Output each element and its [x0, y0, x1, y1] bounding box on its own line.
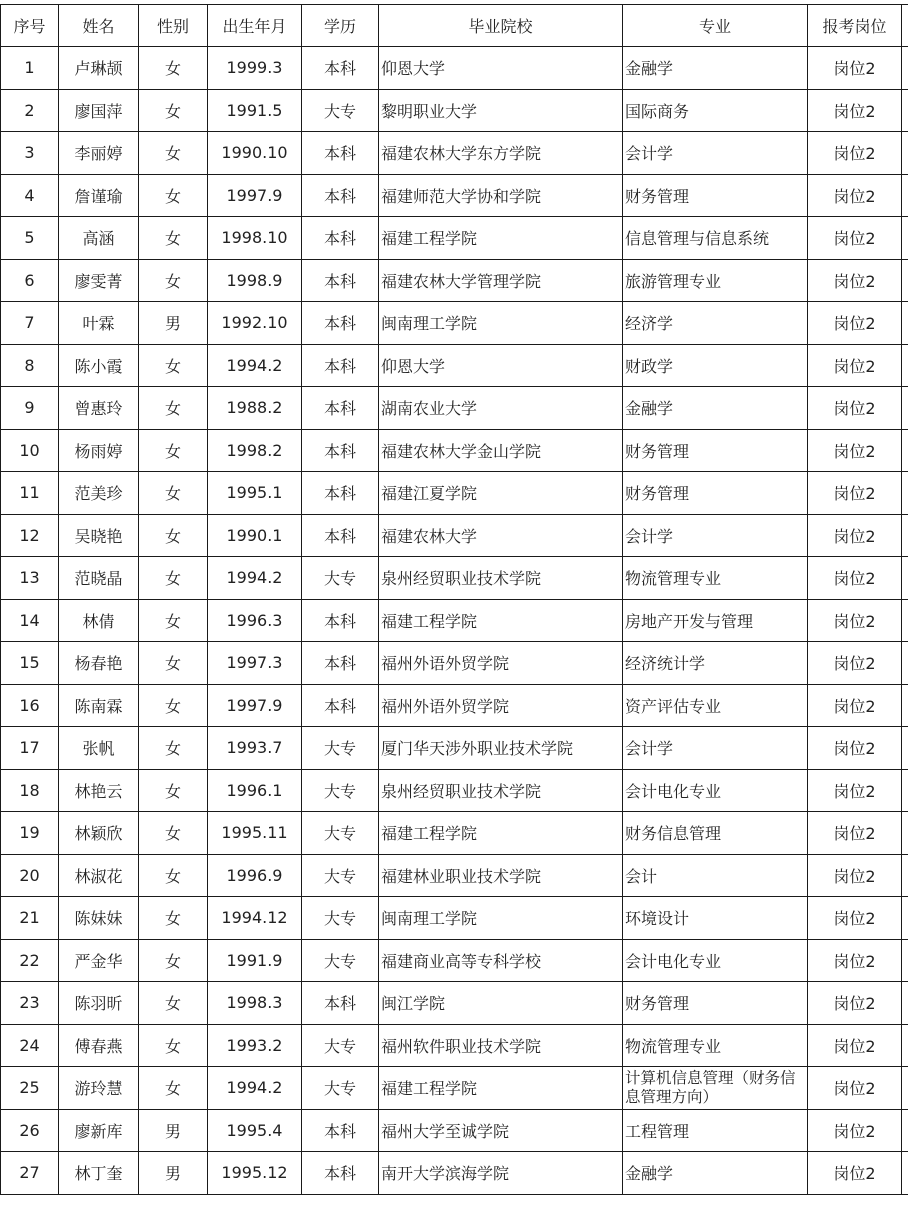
- applied-post: 岗位2: [808, 387, 902, 430]
- row-number: 6: [1, 259, 59, 302]
- education-level: 大专: [302, 812, 379, 855]
- edge-cell: [902, 429, 908, 472]
- applied-post: 岗位2: [808, 1109, 902, 1152]
- graduate-school: 福建工程学院: [379, 217, 623, 260]
- applied-post: 岗位2: [808, 259, 902, 302]
- table-row: [1, 1067, 908, 1110]
- birth-date: 1996.3: [208, 599, 302, 642]
- row-number: 10: [1, 429, 59, 472]
- birth-date: 1995.1: [208, 472, 302, 515]
- birth-date: 1995.11: [208, 812, 302, 855]
- major-field: 经济统计学: [623, 642, 808, 685]
- edge-cell: [902, 217, 908, 260]
- edge-cell: [902, 344, 908, 387]
- applicant-name: 林倩: [59, 599, 139, 642]
- graduate-school: 福建工程学院: [379, 599, 623, 642]
- applied-post: 岗位2: [808, 217, 902, 260]
- major-field: 金融学: [623, 387, 808, 430]
- applicant-gender: 女: [139, 387, 208, 430]
- applicant-name: 林颖欣: [59, 812, 139, 855]
- graduate-school: 仰恩大学: [379, 47, 623, 90]
- table-row: [1, 387, 908, 430]
- table-row: [1, 259, 908, 302]
- major-field: 经济学: [623, 302, 808, 345]
- applicant-name: 李丽婷: [59, 132, 139, 175]
- applicant-gender: 女: [139, 472, 208, 515]
- header-gender: 性别: [139, 5, 208, 47]
- birth-date: 1998.10: [208, 217, 302, 260]
- education-level: 本科: [302, 1152, 379, 1195]
- edge-cell: [902, 472, 908, 515]
- graduate-school: 黎明职业大学: [379, 89, 623, 132]
- major-field: 财务管理: [623, 982, 808, 1025]
- applicant-gender: 女: [139, 47, 208, 90]
- table-row: [1, 302, 908, 345]
- edge-cell: [902, 684, 908, 727]
- edge-cell: [902, 854, 908, 897]
- table-row: [1, 47, 908, 90]
- graduate-school: 福建工程学院: [379, 1067, 623, 1110]
- birth-date: 1999.3: [208, 47, 302, 90]
- row-number: 22: [1, 939, 59, 982]
- applicant-name: 陈妹妹: [59, 897, 139, 940]
- row-number: 15: [1, 642, 59, 685]
- applied-post: 岗位2: [808, 89, 902, 132]
- applicant-gender: 女: [139, 429, 208, 472]
- applicant-gender: 女: [139, 174, 208, 217]
- table-row: [1, 642, 908, 685]
- applicant-name: 曾惠玲: [59, 387, 139, 430]
- major-field: 信息管理与信息系统: [623, 217, 808, 260]
- row-number: 7: [1, 302, 59, 345]
- header-row: [1, 5, 908, 47]
- applied-post: 岗位2: [808, 472, 902, 515]
- graduate-school: 福建师范大学协和学院: [379, 174, 623, 217]
- applicant-gender: 女: [139, 642, 208, 685]
- edge-cell: [902, 5, 908, 47]
- applicant-name: 林艳云: [59, 769, 139, 812]
- applicant-table: [0, 4, 908, 1195]
- graduate-school: 厦门华天涉外职业技术学院: [379, 727, 623, 770]
- table-row: [1, 89, 908, 132]
- applied-post: 岗位2: [808, 982, 902, 1025]
- row-number: 20: [1, 854, 59, 897]
- table-row: [1, 514, 908, 557]
- table-row: [1, 812, 908, 855]
- major-field: 会计电化专业: [623, 939, 808, 982]
- major-field: 物流管理专业: [623, 557, 808, 600]
- major-field: 金融学: [623, 1152, 808, 1195]
- row-number: 9: [1, 387, 59, 430]
- graduate-school: 福州大学至诚学院: [379, 1109, 623, 1152]
- applicant-gender: 女: [139, 1067, 208, 1110]
- education-level: 本科: [302, 174, 379, 217]
- header-post: 报考岗位: [808, 5, 902, 47]
- birth-date: 1990.1: [208, 514, 302, 557]
- major-field: 资产评估专业: [623, 684, 808, 727]
- education-level: 本科: [302, 1109, 379, 1152]
- row-number: 12: [1, 514, 59, 557]
- major-field: 财务管理: [623, 174, 808, 217]
- table-row: [1, 769, 908, 812]
- row-number: 23: [1, 982, 59, 1025]
- birth-date: 1998.9: [208, 259, 302, 302]
- applicant-gender: 女: [139, 982, 208, 1025]
- table-row: [1, 854, 908, 897]
- table-row: [1, 344, 908, 387]
- edge-cell: [902, 599, 908, 642]
- table-row: [1, 684, 908, 727]
- applicant-name: 叶霖: [59, 302, 139, 345]
- education-level: 本科: [302, 132, 379, 175]
- applicant-name: 傅春燕: [59, 1024, 139, 1067]
- birth-date: 1997.9: [208, 174, 302, 217]
- edge-cell: [902, 1067, 908, 1110]
- applicant-gender: 女: [139, 89, 208, 132]
- birth-date: 1991.5: [208, 89, 302, 132]
- header-school: 毕业院校: [379, 5, 623, 47]
- major-field: 工程管理: [623, 1109, 808, 1152]
- applicant-name: 詹谨瑜: [59, 174, 139, 217]
- birth-date: 1993.2: [208, 1024, 302, 1067]
- applicant-gender: 女: [139, 939, 208, 982]
- applicant-name: 张帆: [59, 727, 139, 770]
- major-field: 会计: [623, 854, 808, 897]
- applicant-gender: 女: [139, 854, 208, 897]
- graduate-school: 福建江夏学院: [379, 472, 623, 515]
- edge-cell: [902, 939, 908, 982]
- table-row: [1, 1024, 908, 1067]
- major-field: 会计学: [623, 727, 808, 770]
- birth-date: 1998.3: [208, 982, 302, 1025]
- applied-post: 岗位2: [808, 897, 902, 940]
- row-number: 19: [1, 812, 59, 855]
- major-field: 财务信息管理: [623, 812, 808, 855]
- edge-cell: [902, 557, 908, 600]
- edge-cell: [902, 89, 908, 132]
- table-row: [1, 132, 908, 175]
- applied-post: 岗位2: [808, 769, 902, 812]
- major-field: 计算机信息管理（财务信息管理方向）: [623, 1067, 808, 1110]
- education-level: 大专: [302, 89, 379, 132]
- applicant-name: 廖新库: [59, 1109, 139, 1152]
- major-field: 会计学: [623, 132, 808, 175]
- applied-post: 岗位2: [808, 727, 902, 770]
- applicant-name: 高涵: [59, 217, 139, 260]
- major-field: 财务管理: [623, 472, 808, 515]
- graduate-school: 福州外语外贸学院: [379, 684, 623, 727]
- applicant-gender: 女: [139, 812, 208, 855]
- row-number: 16: [1, 684, 59, 727]
- applicant-gender: 女: [139, 727, 208, 770]
- graduate-school: 福州软件职业技术学院: [379, 1024, 623, 1067]
- table-row: [1, 939, 908, 982]
- applied-post: 岗位2: [808, 1067, 902, 1110]
- row-number: 14: [1, 599, 59, 642]
- graduate-school: 泉州经贸职业技术学院: [379, 557, 623, 600]
- applicant-gender: 女: [139, 132, 208, 175]
- edge-cell: [902, 387, 908, 430]
- row-number: 18: [1, 769, 59, 812]
- graduate-school: 闽江学院: [379, 982, 623, 1025]
- table-row: [1, 897, 908, 940]
- edge-cell: [902, 259, 908, 302]
- education-level: 本科: [302, 684, 379, 727]
- graduate-school: 闽南理工学院: [379, 302, 623, 345]
- applicant-name: 游玲慧: [59, 1067, 139, 1110]
- education-level: 大专: [302, 557, 379, 600]
- header-name: 姓名: [59, 5, 139, 47]
- major-field: 财务管理: [623, 429, 808, 472]
- table-row: [1, 599, 908, 642]
- birth-date: 1990.10: [208, 132, 302, 175]
- applied-post: 岗位2: [808, 939, 902, 982]
- major-field: 旅游管理专业: [623, 259, 808, 302]
- row-number: 11: [1, 472, 59, 515]
- major-field: 环境设计: [623, 897, 808, 940]
- edge-cell: [902, 174, 908, 217]
- graduate-school: 福建农林大学东方学院: [379, 132, 623, 175]
- graduate-school: 湖南农业大学: [379, 387, 623, 430]
- applied-post: 岗位2: [808, 1024, 902, 1067]
- table-row: [1, 217, 908, 260]
- applied-post: 岗位2: [808, 1152, 902, 1195]
- row-number: 27: [1, 1152, 59, 1195]
- applied-post: 岗位2: [808, 642, 902, 685]
- applicant-name: 林丁奎: [59, 1152, 139, 1195]
- edge-cell: [902, 982, 908, 1025]
- major-field: 房地产开发与管理: [623, 599, 808, 642]
- applicant-gender: 女: [139, 684, 208, 727]
- graduate-school: 福州外语外贸学院: [379, 642, 623, 685]
- table-row: [1, 1152, 908, 1195]
- row-number: 24: [1, 1024, 59, 1067]
- applicant-gender: 女: [139, 1024, 208, 1067]
- graduate-school: 福建农林大学管理学院: [379, 259, 623, 302]
- edge-cell: [902, 302, 908, 345]
- major-field: 国际商务: [623, 89, 808, 132]
- applied-post: 岗位2: [808, 812, 902, 855]
- applicant-name: 林淑花: [59, 854, 139, 897]
- row-number: 4: [1, 174, 59, 217]
- applicant-name: 陈小霞: [59, 344, 139, 387]
- birth-date: 1997.3: [208, 642, 302, 685]
- graduate-school: 闽南理工学院: [379, 897, 623, 940]
- major-field: 会计电化专业: [623, 769, 808, 812]
- row-number: 2: [1, 89, 59, 132]
- applicant-name: 杨春艳: [59, 642, 139, 685]
- education-level: 本科: [302, 429, 379, 472]
- education-level: 大专: [302, 1067, 379, 1110]
- birth-date: 1992.10: [208, 302, 302, 345]
- applied-post: 岗位2: [808, 47, 902, 90]
- education-level: 本科: [302, 514, 379, 557]
- birth-date: 1995.4: [208, 1109, 302, 1152]
- applicant-gender: 女: [139, 599, 208, 642]
- birth-date: 1993.7: [208, 727, 302, 770]
- header-birth: 出生年月: [208, 5, 302, 47]
- edge-cell: [902, 812, 908, 855]
- row-number: 1: [1, 47, 59, 90]
- applicant-name: 卢琳颉: [59, 47, 139, 90]
- edge-cell: [902, 642, 908, 685]
- header-major: 专业: [623, 5, 808, 47]
- education-level: 大专: [302, 854, 379, 897]
- applicant-gender: 男: [139, 1109, 208, 1152]
- edge-cell: [902, 1024, 908, 1067]
- education-level: 本科: [302, 47, 379, 90]
- table-row: [1, 727, 908, 770]
- applicant-name: 严金华: [59, 939, 139, 982]
- applicant-name: 陈南霖: [59, 684, 139, 727]
- applied-post: 岗位2: [808, 514, 902, 557]
- education-level: 大专: [302, 769, 379, 812]
- applicant-name: 陈羽昕: [59, 982, 139, 1025]
- applicant-gender: 女: [139, 557, 208, 600]
- edge-cell: [902, 727, 908, 770]
- applicant-gender: 女: [139, 217, 208, 260]
- education-level: 大专: [302, 1024, 379, 1067]
- education-level: 大专: [302, 727, 379, 770]
- applied-post: 岗位2: [808, 344, 902, 387]
- education-level: 本科: [302, 472, 379, 515]
- birth-date: 1994.2: [208, 557, 302, 600]
- edge-cell: [902, 897, 908, 940]
- applied-post: 岗位2: [808, 557, 902, 600]
- row-number: 17: [1, 727, 59, 770]
- applicant-gender: 女: [139, 344, 208, 387]
- applied-post: 岗位2: [808, 599, 902, 642]
- graduate-school: 仰恩大学: [379, 344, 623, 387]
- row-number: 26: [1, 1109, 59, 1152]
- education-level: 本科: [302, 302, 379, 345]
- applicant-name: 吴晓艳: [59, 514, 139, 557]
- graduate-school: 泉州经贸职业技术学院: [379, 769, 623, 812]
- birth-date: 1998.2: [208, 429, 302, 472]
- table-row: [1, 472, 908, 515]
- row-number: 5: [1, 217, 59, 260]
- birth-date: 1996.9: [208, 854, 302, 897]
- education-level: 本科: [302, 217, 379, 260]
- applicant-name: 范美珍: [59, 472, 139, 515]
- applied-post: 岗位2: [808, 174, 902, 217]
- table-row: [1, 429, 908, 472]
- applied-post: 岗位2: [808, 132, 902, 175]
- major-field: 金融学: [623, 47, 808, 90]
- graduate-school: 福建农林大学金山学院: [379, 429, 623, 472]
- row-number: 25: [1, 1067, 59, 1110]
- birth-date: 1994.12: [208, 897, 302, 940]
- applicant-gender: 男: [139, 1152, 208, 1195]
- birth-date: 1997.9: [208, 684, 302, 727]
- header-no: 序号: [1, 5, 59, 47]
- major-field: 物流管理专业: [623, 1024, 808, 1067]
- graduate-school: 福建工程学院: [379, 812, 623, 855]
- header-education: 学历: [302, 5, 379, 47]
- education-level: 本科: [302, 982, 379, 1025]
- graduate-school: 福建农林大学: [379, 514, 623, 557]
- applicant-name: 廖雯菁: [59, 259, 139, 302]
- applicant-name: 范晓晶: [59, 557, 139, 600]
- applicant-name: 杨雨婷: [59, 429, 139, 472]
- major-field: 财政学: [623, 344, 808, 387]
- table-row: [1, 982, 908, 1025]
- education-level: 大专: [302, 897, 379, 940]
- birth-date: 1988.2: [208, 387, 302, 430]
- table-row: [1, 557, 908, 600]
- education-level: 本科: [302, 387, 379, 430]
- education-level: 大专: [302, 939, 379, 982]
- major-field: 会计学: [623, 514, 808, 557]
- birth-date: 1991.9: [208, 939, 302, 982]
- education-level: 本科: [302, 599, 379, 642]
- edge-cell: [902, 769, 908, 812]
- graduate-school: 福建商业高等专科学校: [379, 939, 623, 982]
- education-level: 本科: [302, 642, 379, 685]
- table-row: [1, 174, 908, 217]
- graduate-school: 南开大学滨海学院: [379, 1152, 623, 1195]
- applicant-gender: 女: [139, 514, 208, 557]
- row-number: 13: [1, 557, 59, 600]
- birth-date: 1996.1: [208, 769, 302, 812]
- row-number: 3: [1, 132, 59, 175]
- birth-date: 1995.12: [208, 1152, 302, 1195]
- table-body: [1, 47, 908, 1195]
- education-level: 本科: [302, 259, 379, 302]
- edge-cell: [902, 1152, 908, 1195]
- applicant-gender: 女: [139, 769, 208, 812]
- birth-date: 1994.2: [208, 344, 302, 387]
- applicant-gender: 男: [139, 302, 208, 345]
- applicant-gender: 女: [139, 897, 208, 940]
- applied-post: 岗位2: [808, 429, 902, 472]
- applied-post: 岗位2: [808, 302, 902, 345]
- applicant-name: 廖国萍: [59, 89, 139, 132]
- applied-post: 岗位2: [808, 854, 902, 897]
- birth-date: 1994.2: [208, 1067, 302, 1110]
- applied-post: 岗位2: [808, 684, 902, 727]
- row-number: 21: [1, 897, 59, 940]
- education-level: 本科: [302, 344, 379, 387]
- edge-cell: [902, 132, 908, 175]
- table-row: [1, 1109, 908, 1152]
- applicant-gender: 女: [139, 259, 208, 302]
- edge-cell: [902, 47, 908, 90]
- edge-cell: [902, 514, 908, 557]
- row-number: 8: [1, 344, 59, 387]
- edge-cell: [902, 1109, 908, 1152]
- graduate-school: 福建林业职业技术学院: [379, 854, 623, 897]
